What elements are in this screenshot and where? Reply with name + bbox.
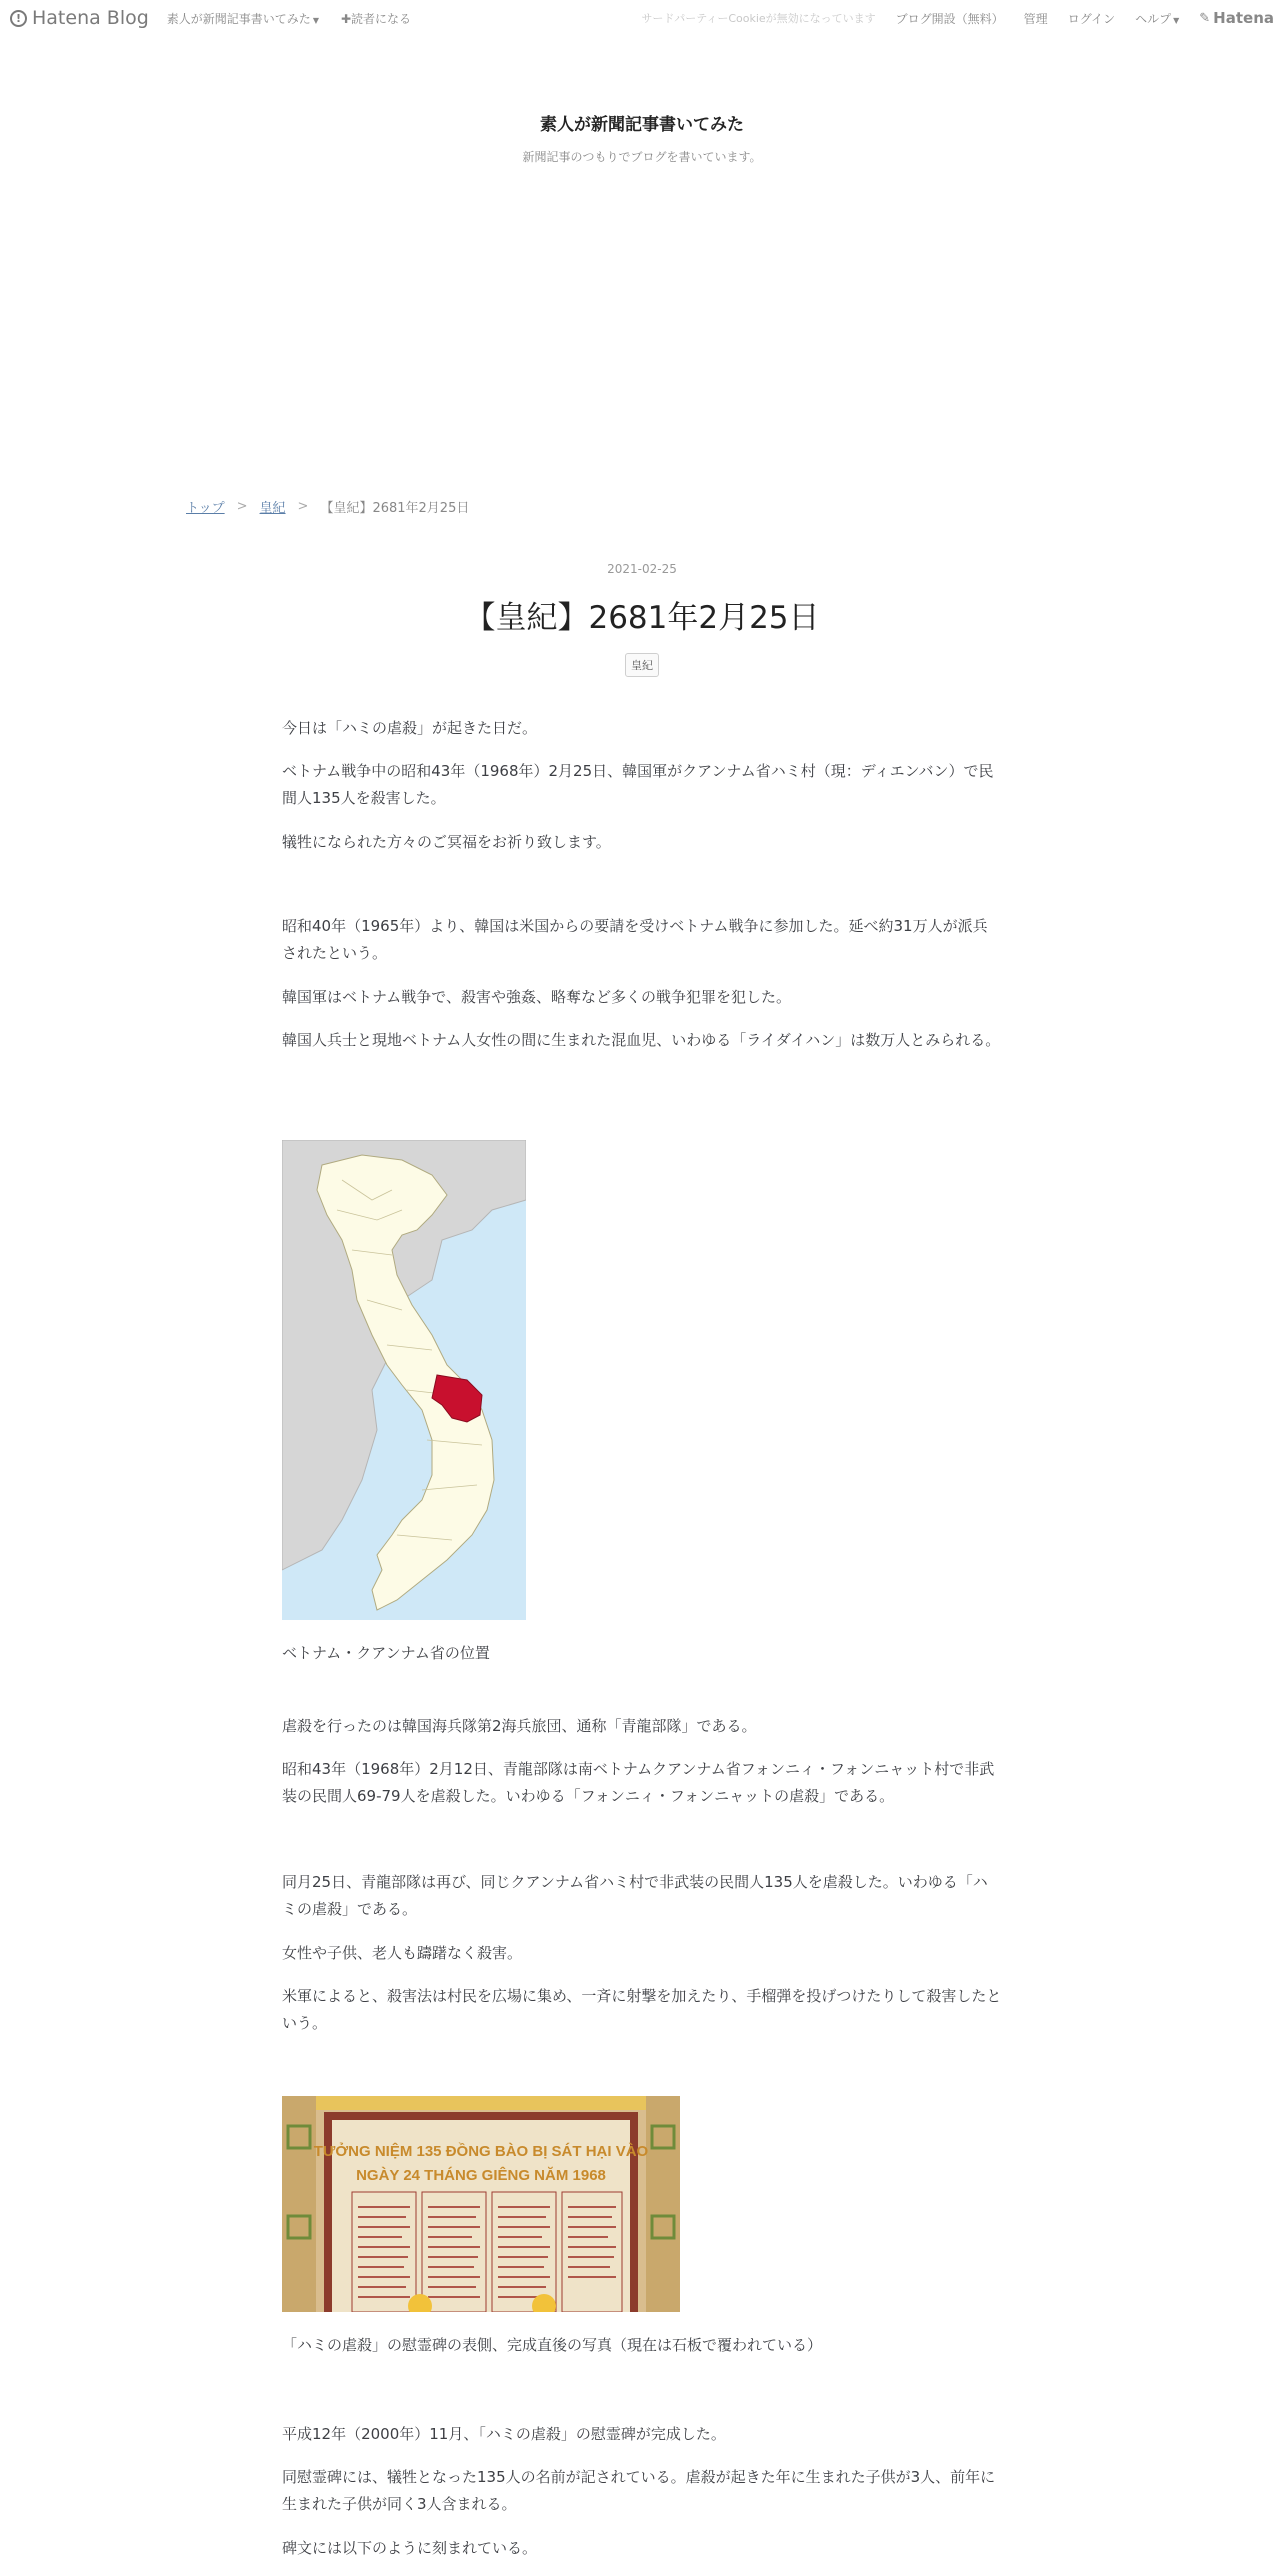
- category-tag[interactable]: 皇紀: [625, 653, 659, 677]
- paragraph: 今日は「ハミの虐殺」が起きた日だ。: [282, 719, 538, 737]
- paragraph: 女性や子供、老人も躊躇なく殺害。: [282, 1944, 523, 1962]
- help-label: ヘルプ: [1135, 11, 1172, 26]
- memorial-photo[interactable]: [282, 2096, 680, 2312]
- login-link[interactable]: ログイン: [1067, 11, 1116, 26]
- paragraph: ベトナム戦争中の昭和43年（1968年）2月25日、韓国軍がクアンナム省ハミ村（現：ディエンバン）で民間人135人を殺害した。: [282, 762, 994, 807]
- caret-down-icon: ▼: [1173, 15, 1180, 25]
- memorial-banner-line1: TƯỞNG NIỆM 135 ĐỒNG BÀO BỊ SÁT HẠI VÀO: [313, 2143, 649, 2160]
- breadcrumb: [186, 497, 469, 516]
- breadcrumb-separator: >: [297, 499, 309, 514]
- subscribe-label: 読者になる: [351, 11, 412, 26]
- blog-description: 新聞記事のつもりでブログを書いています。: [522, 150, 762, 164]
- cookie-warning: サードパーティーCookieが無効になっています: [641, 12, 876, 25]
- blog-title[interactable]: 素人が新聞記事書いてみた: [540, 115, 744, 135]
- photo-caption: 「ハミの虐殺」の慰霊碑の表側、完成直後の写真（現在は石板で覆われている）: [282, 2336, 823, 2354]
- admin-link[interactable]: 管理: [1023, 11, 1048, 26]
- breadcrumb-separator: >: [236, 499, 248, 514]
- entry-date[interactable]: 2021-02-25: [607, 562, 677, 576]
- paragraph: 昭和40年（1965年）より、韓国は米国からの要請を受けベトナム戦争に参加した。延べ約31万人が派兵されたという。: [282, 917, 988, 962]
- paragraph: 韓国人兵士と現地ベトナム人女性の間に生まれた混血児、いわゆる「ライダイハン」は数万人とみられる。: [282, 1031, 1001, 1049]
- paragraph: 犠牲になられた方々のご冥福をお祈り致します。: [282, 833, 611, 851]
- paragraph: 昭和43年（1968年）2月12日、青龍部隊は南ベトナムクアンナム省フォンニィ・フォンニャット村で非武装の民間人69-79人を虐殺した。いわゆる「フォンニィ・フォンニャットの虐殺」である。: [282, 1760, 995, 1805]
- hatena-blog-logo[interactable]: [10, 7, 149, 29]
- memorial-banner-line2: NGÀY 24 THÁNG GIÊNG NĂM 1968: [356, 2167, 606, 2184]
- breadcrumb-current: 【皇紀】2681年2月25日: [320, 501, 470, 516]
- breadcrumb-category-link[interactable]: 皇紀: [259, 501, 286, 516]
- memorial-photo-svg: [282, 2096, 680, 2312]
- help-dropdown[interactable]: [1135, 10, 1179, 27]
- hatena-blog-icon: !: [10, 10, 27, 27]
- hatena-blog-logo-text: Hatena Blog: [32, 7, 149, 29]
- category-list: [0, 653, 1284, 677]
- paragraph: 同慰霊碑には、犠牲となった135人の名前が記されている。虐殺が起きた年に生まれた子供が3人、前年に生まれた子供が同く3人含まれる。: [282, 2468, 996, 2513]
- hatena-label: Hatena: [1213, 9, 1274, 27]
- map-caption: ベトナム・クアンナム省の位置: [282, 1644, 490, 1662]
- breadcrumb-top-link[interactable]: トップ: [186, 501, 225, 516]
- open-blog-link[interactable]: ブログ開設（無料）: [895, 11, 1004, 26]
- hatena-menu[interactable]: [1199, 9, 1274, 27]
- plus-icon: ✚: [340, 11, 352, 26]
- caret-down-icon: ▼: [312, 15, 319, 25]
- global-header: [0, 0, 1284, 36]
- subscribe-button[interactable]: [341, 10, 411, 27]
- paragraph: 米軍によると、殺害法は村民を広場に集め、一斉に射撃を加えたり、手榴弾を投げつけたりして殺害したという。: [282, 1987, 1002, 2032]
- blog-menu-label: 素人が新聞記事書いてみた: [166, 11, 311, 26]
- paragraph: 韓国軍はベトナム戦争で、殺害や強姦、略奪など多くの戦争犯罪を犯した。: [282, 988, 791, 1006]
- vietnam-map-svg: [282, 1140, 526, 1620]
- blog-menu-dropdown[interactable]: [167, 10, 319, 27]
- paragraph: 平成12年（2000年）11月、「ハミの虐殺」の慰霊碑が完成した。: [282, 2425, 726, 2443]
- hatena-icon: ✎: [1199, 10, 1211, 26]
- paragraph: 碑文には以下のように刻まれている。: [282, 2539, 538, 2557]
- paragraph: 同月25日、青龍部隊は再び、同じクアンナム省ハミ村で非武装の民間人135人を虐殺した。いわゆる「ハミの虐殺」である。: [282, 1873, 988, 1918]
- paragraph: 虐殺を行ったのは韓国海兵隊第2海兵旅団、通称「青龍部隊」である。: [282, 1717, 757, 1735]
- entry-title[interactable]: 【皇紀】2681年2月25日: [464, 600, 820, 636]
- vietnam-map-image[interactable]: [282, 1140, 526, 1620]
